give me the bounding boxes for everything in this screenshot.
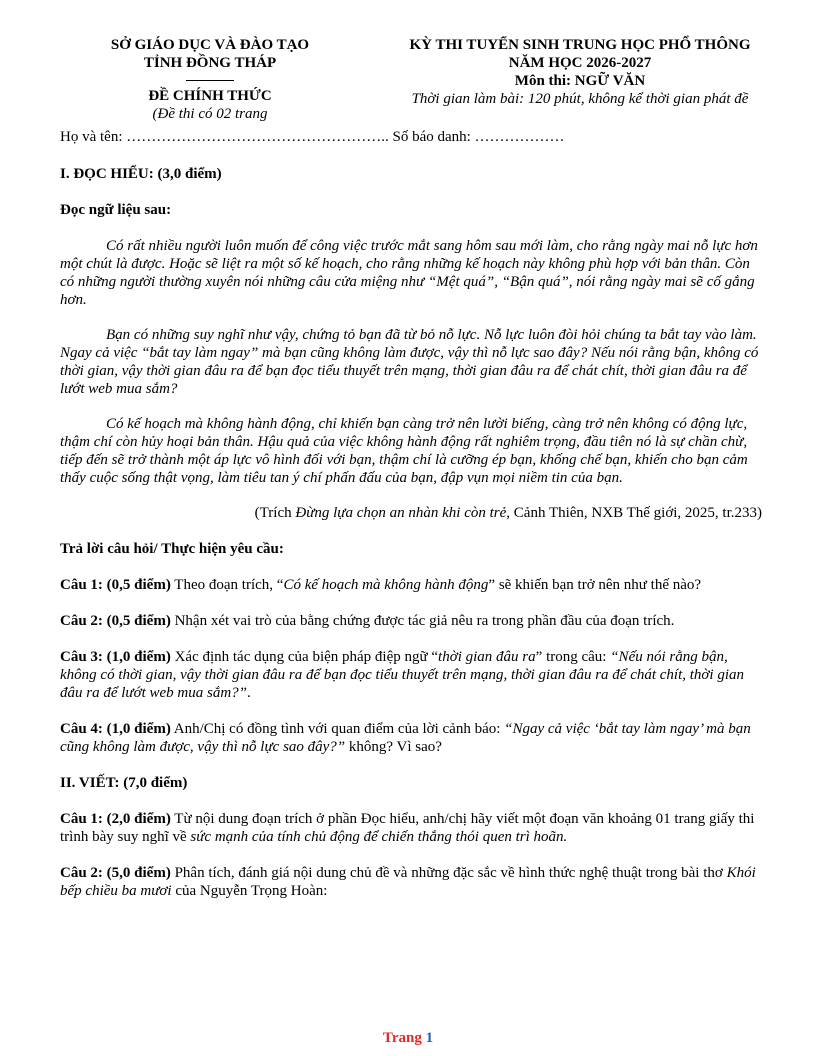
footer-page-number: 1 (425, 1030, 434, 1046)
passage-paragraph-1: Có rất nhiều người luôn muốn để công việc trước mắt sang hôm sau mới làm, cho rằng ngày mai nỗ lực hơn một chút là được. Hoặc sẽ liệt ra một số kế hoạch, cho rằng những kế hoạch này không phù hợp với bản thân. Còn có những người thường xuyên nói những câu cửa miệng như “Mệt quá”, “Bận quá”, nói rằng ngày mai sẽ cố gắng hơn. (60, 238, 758, 308)
citation-book-title: Đừng lựa chọn an nhàn khi còn trẻ (295, 505, 507, 521)
writing-question-1: Câu 1: (2,0 điểm) Từ nội dung đoạn trích ở phần Đọc hiểu, anh/chị hãy viết một đoạn văn khoảng 01 trang giấy thi trình bày suy nghĩ về sức mạnh của tính chủ động để chiến thắng thói quen trì hoãn. (60, 811, 755, 845)
passage-citation (60, 504, 762, 522)
footer-page-word: Trang (382, 1030, 422, 1046)
official-exam-label: ĐỀ CHÍNH THỨC (148, 88, 272, 104)
header-left-block (60, 36, 360, 123)
question-2-label: Câu 2: (0,5 điểm) (60, 613, 171, 629)
reading-intro: Đọc ngữ liệu sau: (60, 202, 172, 218)
question-2: Câu 2: (0,5 điểm) Nhận xét vai trò của bằng chứng được tác giả nêu ra trong phần đầu của đoạn trích. (60, 613, 675, 629)
citation-prefix: (Trích (254, 505, 296, 521)
passage-paragraph-3: Có kế hoạch mà không hành động, chỉ khiến bạn càng trở nên lười biếng, càng trở nên không có động lực, thậm chí còn hủy hoại bản thân. Hậu quả của việc không hành động rất nghiêm trọng, đầu tiên nó là sự chần chừ, tiếp đến sẽ trở thành một áp lực vô hình đối với bạn, thậm chí là cưỡng ép bạn, khống chế bạn, khiến cho bạn cảm thấy cuộc sống thật vọng, làm tiêu tan ý chí phấn đấu của bạn, đập vụn mọi niềm tin của bạn. (60, 416, 748, 486)
question-1: Câu 1: (0,5 điểm) Theo đoạn trích, “Có kế hoạch mà không hành động” sẽ khiến bạn trở nên như thế nào? (60, 577, 702, 593)
question-3: Câu 3: (1,0 điểm) Xác định tác dụng của biện pháp điệp ngữ “thời gian đâu ra” trong câu: “Nếu nói rằng bận, không có thời gian, vậy thời gian đâu ra để bạn đọc tiểu thuyết trên mạng, thời gian đâu ra để chát chít, thời gian đâu ra để lướt web mua sắm?”. (60, 649, 745, 701)
header-divider (186, 80, 234, 81)
department-name: SỞ GIÁO DỤC VÀ ĐÀO TẠO (110, 37, 310, 53)
passage-paragraph-2: Bạn có những suy nghĩ như vậy, chứng tỏ bạn đã từ bỏ nỗ lực. Nỗ lực luôn đòi hỏi chúng ta bắt tay vào làm. Ngay cả việc “bắt tay làm ngay” mà bạn cũng không làm được, vậy thì nỗ lực sao đây? Nếu nói rằng bận, không có thời gian, vậy thời gian đâu ra để bạn đọc tiểu thuyết trên mạng, thời gian đâu ra để chát chít, thời gian đâu ra để lướt web mua sắm? (60, 327, 759, 397)
question-4-label: Câu 4: (1,0 điểm) (60, 721, 171, 737)
writing-question-2-label: Câu 2: (5,0 điểm) (60, 865, 171, 881)
writing-question-1-label: Câu 1: (2,0 điểm) (60, 811, 171, 827)
exam-content (60, 165, 762, 900)
question-4: Câu 4: (1,0 điểm) Anh/Chị có đồng tình với quan điểm của lời cảnh báo: “Ngay cả việc ‘bắt tay làm ngay’ mà bạn cũng không làm được, vậy thì nỗ lực sao đây?” không? Vì sao? (60, 721, 751, 755)
citation-suffix: , Cảnh Thiên, NXB Thế giới, 2025, tr.233) (506, 505, 762, 521)
poem-title: Khói bếp chiều ba mươi (60, 865, 756, 899)
section-reading-title: I. ĐỌC HIỂU: (3,0 điểm) (60, 166, 222, 182)
question-3-label: Câu 3: (1,0 điểm) (60, 649, 171, 665)
question-1-label: Câu 1: (0,5 điểm) (60, 577, 171, 593)
answer-instructions: Trả lời câu hỏi/ Thực hiện yêu cầu: (60, 541, 284, 557)
school-year: NĂM HỌC 2026-2027 (508, 55, 652, 71)
exam-duration: Thời gian làm bài: 120 phút, không kể thời gian phát đề (411, 91, 749, 107)
header-right-block (392, 36, 768, 108)
page-footer (0, 1029, 816, 1047)
candidate-info-line: Họ và tên: …………………………………………….. Số báo danh: ……………… (60, 129, 565, 145)
exam-title: KỲ THI TUYỂN SINH TRUNG HỌC PHỔ THÔNG (409, 37, 751, 53)
section-writing-title: II. VIẾT: (7,0 điểm) (60, 775, 188, 791)
exam-subject: Môn thi: NGỮ VĂN (514, 73, 646, 89)
page-count-note: (Đề thi có 02 trang (152, 106, 268, 122)
writing-question-2: Câu 2: (5,0 điểm) Phân tích, đánh giá nội dung chủ đề và những đặc sắc về hình thức nghệ thuật trong bài thơ Khói bếp chiều ba mươi của Nguyễn Trọng Hoàn: (60, 865, 756, 899)
province-name: TỈNH ĐỒNG THÁP (143, 55, 277, 71)
